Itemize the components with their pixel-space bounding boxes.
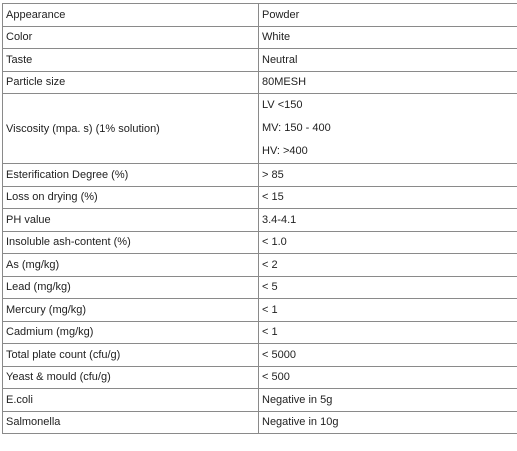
table-row [3,366,517,389]
table-row [3,344,517,367]
property-cell: Appearance [3,4,259,27]
table-row [3,186,517,209]
value-cell: Powder [259,4,517,27]
value-cell: Neutral [259,49,517,72]
value-cell: > 85 [259,164,517,187]
value-cell: < 15 [259,186,517,209]
value-cell: < 1 [259,321,517,344]
table-row [3,299,517,322]
table-row [3,4,517,27]
table-row [3,231,517,254]
property-cell: Total plate count (cfu/g) [3,344,259,367]
property-cell: Loss on drying (%) [3,186,259,209]
property-cell: E.coli [3,389,259,412]
value-line: HV: >400 [262,145,308,157]
value-cell [259,94,517,164]
value-cell: < 2 [259,254,517,277]
table-row [3,94,517,164]
property-cell: As (mg/kg) [3,254,259,277]
value-cell: < 5000 [259,344,517,367]
table-row [3,26,517,49]
value-cell: < 1.0 [259,231,517,254]
table-row [3,209,517,232]
value-cell: < 500 [259,366,517,389]
property-cell: Esterification Degree (%) [3,164,259,187]
value-cell: White [259,26,517,49]
value-cell: Negative in 5g [259,389,517,412]
table-row [3,164,517,187]
table-row [3,254,517,277]
value-cell: < 1 [259,299,517,322]
property-cell: Lead (mg/kg) [3,276,259,299]
property-cell: Yeast & mould (cfu/g) [3,366,259,389]
property-cell: Mercury (mg/kg) [3,299,259,322]
value-cell: Negative in 10g [259,411,517,434]
value-cell: 3.4-4.1 [259,209,517,232]
value-cell: 80MESH [259,71,517,94]
table-row [3,49,517,72]
table-row [3,411,517,434]
table-row [3,71,517,94]
value-cell: < 5 [259,276,517,299]
property-cell: Taste [3,49,259,72]
value-line: LV <150 [262,99,303,111]
value-line: MV: 150 - 400 [262,122,331,134]
property-cell: Viscosity (mpa. s) (1% solution) [3,94,259,164]
property-cell: Color [3,26,259,49]
property-cell: Salmonella [3,411,259,434]
table-row [3,321,517,344]
property-cell: Cadmium (mg/kg) [3,321,259,344]
table-row [3,276,517,299]
specification-table-body [3,4,517,434]
property-cell: PH value [3,209,259,232]
property-cell: Particle size [3,71,259,94]
specification-table [2,3,517,434]
property-cell: Insoluble ash-content (%) [3,231,259,254]
table-row [3,389,517,412]
